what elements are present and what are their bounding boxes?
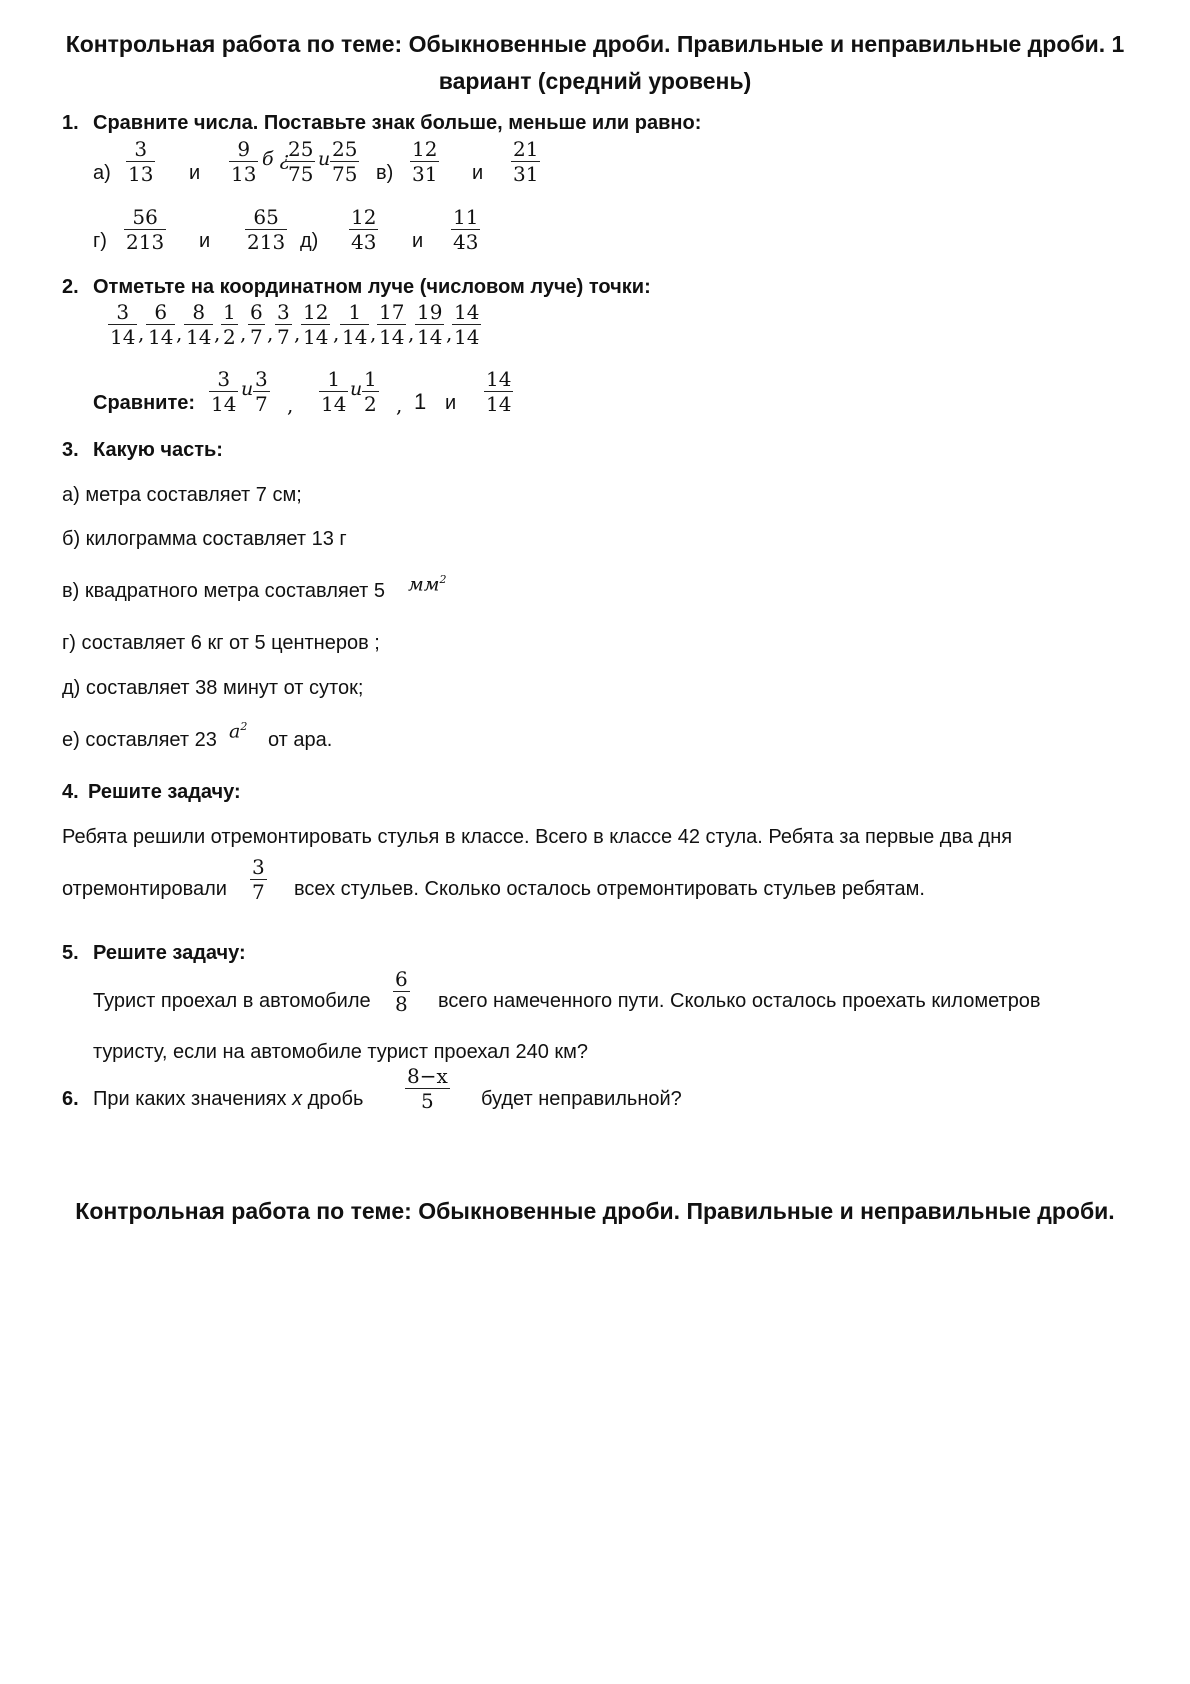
task3-item-v: в) квадратного метра составляет 5 — [62, 580, 385, 602]
task1-fraction: $\frac{11}{43}$ — [453, 205, 479, 254]
task1-label-d: д) — [300, 230, 319, 252]
task4-line1: Ребята решили отремонтировать стулья в классе. Всего в классе 42 стула. Ребята за первые два дня — [62, 826, 1013, 848]
task3-item-b: б) килограмма составляет 13 г — [62, 528, 347, 550]
task2-comma: , — [176, 321, 183, 345]
task2-comma: , — [396, 393, 403, 417]
task2-compare-i: и — [241, 378, 254, 400]
task2-point: $\frac{1}{14}$ — [342, 300, 368, 349]
task2-comma: , — [408, 321, 415, 345]
task1-number: 1. — [62, 112, 79, 134]
task3-item-e: е) составляет 23 — [62, 729, 217, 751]
task2-point: $\frac{6}{14}$ — [148, 300, 174, 349]
second-title: Контрольная работа по теме: Обыкновенные дроби. Правильные и неправильные дроби. — [75, 1198, 1115, 1224]
task1-fraction: $\frac{25}{75}$ — [288, 137, 314, 186]
task2-comma: , — [214, 321, 221, 345]
task1-fraction: $\frac{12}{31}$ — [412, 137, 438, 186]
task1-garbled-i: и — [318, 148, 331, 170]
task2-number: 2. — [62, 276, 79, 298]
task4-fraction: $\frac{3}{7}$ — [252, 855, 265, 904]
task5-number: 5. — [62, 942, 79, 964]
task6-variable: x — [292, 1088, 303, 1110]
page-title: Контрольная работа по теме: Обыкновенные дроби. Правильные и неправильные дроби. 1 вариант (средний уровень) — [65, 31, 1125, 94]
task2-comma: , — [333, 321, 340, 345]
task2-heading: Отметьте на координатном луче (числовом луче) точки: — [93, 276, 651, 298]
task1-fraction: $\frac{25}{75}$ — [332, 137, 358, 186]
task2-comma: , — [294, 321, 301, 345]
task4-number: 4. — [62, 781, 79, 803]
task3-item-d: д) составляет 38 минут от суток; — [62, 677, 364, 699]
task2-comma: , — [240, 321, 247, 345]
task3-unit-a2: $а^2$ — [229, 720, 248, 743]
task6-text: При каких значениях x дробь — [93, 1088, 364, 1110]
task2-point: $\frac{17}{14}$ — [379, 300, 405, 349]
task4-line2b: всех стульев. Сколько осталось отремонтировать стульев ребятам. — [294, 878, 925, 900]
task2-comma: , — [267, 321, 274, 345]
task6-fraction: $\frac{8-x}{5}$ — [407, 1064, 448, 1113]
task1-and: и — [412, 230, 424, 252]
task2-point: $\frac{1}{2}$ — [223, 300, 236, 349]
task1-fraction: $\frac{21}{31}$ — [513, 137, 539, 186]
task2-compare-fraction: $\frac{3}{14}$ — [211, 367, 237, 416]
task5-line1a: Турист проехал в автомобиле — [93, 990, 371, 1012]
task2-point: $\frac{3}{7}$ — [277, 300, 290, 349]
task2-compare-and: и — [445, 392, 457, 414]
task2-compare-i: и — [350, 378, 363, 400]
task1-fraction: $\frac{12}{43}$ — [351, 205, 377, 254]
task3-item-a: а) метра составляет 7 см; — [62, 484, 302, 506]
task2-comma: , — [446, 321, 453, 345]
task2-point: $\frac{14}{14}$ — [454, 300, 480, 349]
task2-comma: , — [138, 321, 145, 345]
task4-line2a: отремонтировали — [62, 878, 227, 900]
task1-fraction: $\frac{3}{13}$ — [128, 137, 154, 186]
task3-unit-mm2: $мм^2$ — [408, 573, 447, 596]
task5-heading: Решите задачу: — [93, 942, 246, 964]
task3-number: 3. — [62, 439, 79, 461]
task1-label-a: а) — [93, 162, 111, 184]
task2-point: $\frac{19}{14}$ — [417, 300, 443, 349]
task2-compare-fraction: $\frac{3}{7}$ — [255, 367, 268, 416]
task5-fraction: $\frac{6}{8}$ — [395, 967, 408, 1016]
task1-and: и — [199, 230, 211, 252]
task1-and: и — [472, 162, 484, 184]
task3-heading: Какую часть: — [93, 439, 223, 461]
task2-point: $\frac{3}{14}$ — [110, 300, 136, 349]
task2-point: $\frac{8}{14}$ — [186, 300, 212, 349]
task2-compare-fraction: $\frac{1}{14}$ — [321, 367, 347, 416]
task2-compare-fraction: $\frac{14}{14}$ — [486, 367, 512, 416]
task2-compare-label: Сравните: — [93, 392, 196, 414]
task4-heading: Решите задачу: — [88, 781, 241, 803]
task6-text-tail: будет неправильной? — [481, 1088, 682, 1110]
task3-item-e-tail: от ара. — [268, 729, 333, 751]
task5-line1b: всего намеченного пути. Сколько осталось проехать километров — [438, 990, 1041, 1012]
task1-fraction: $\frac{56}{213}$ — [126, 205, 165, 254]
task1-garbled-b: б ¿ — [262, 148, 290, 170]
task2-comma: , — [370, 321, 377, 345]
task1-fraction: $\frac{65}{213}$ — [247, 205, 286, 254]
task1-label-g: г) — [93, 230, 107, 252]
task1-heading: Сравните числа. Поставьте знак больше, меньше или равно: — [93, 112, 702, 134]
task2-point: $\frac{6}{7}$ — [250, 300, 263, 349]
task5-line2: туристу, если на автомобиле турист проехал 240 км? — [93, 1041, 589, 1063]
task1-label-v: в) — [376, 162, 394, 184]
task1-and: и — [189, 162, 201, 184]
task1-fraction: $\frac{9}{13}$ — [231, 137, 257, 186]
task2-point: $\frac{12}{14}$ — [303, 300, 329, 349]
task3-item-g: г) составляет 6 кг от 5 центнеров ; — [62, 632, 380, 654]
task6-number: 6. — [62, 1088, 79, 1110]
task2-compare-fraction: $\frac{1}{2}$ — [364, 367, 377, 416]
task2-comma: , — [287, 393, 294, 417]
task2-one: 1 — [414, 389, 427, 414]
